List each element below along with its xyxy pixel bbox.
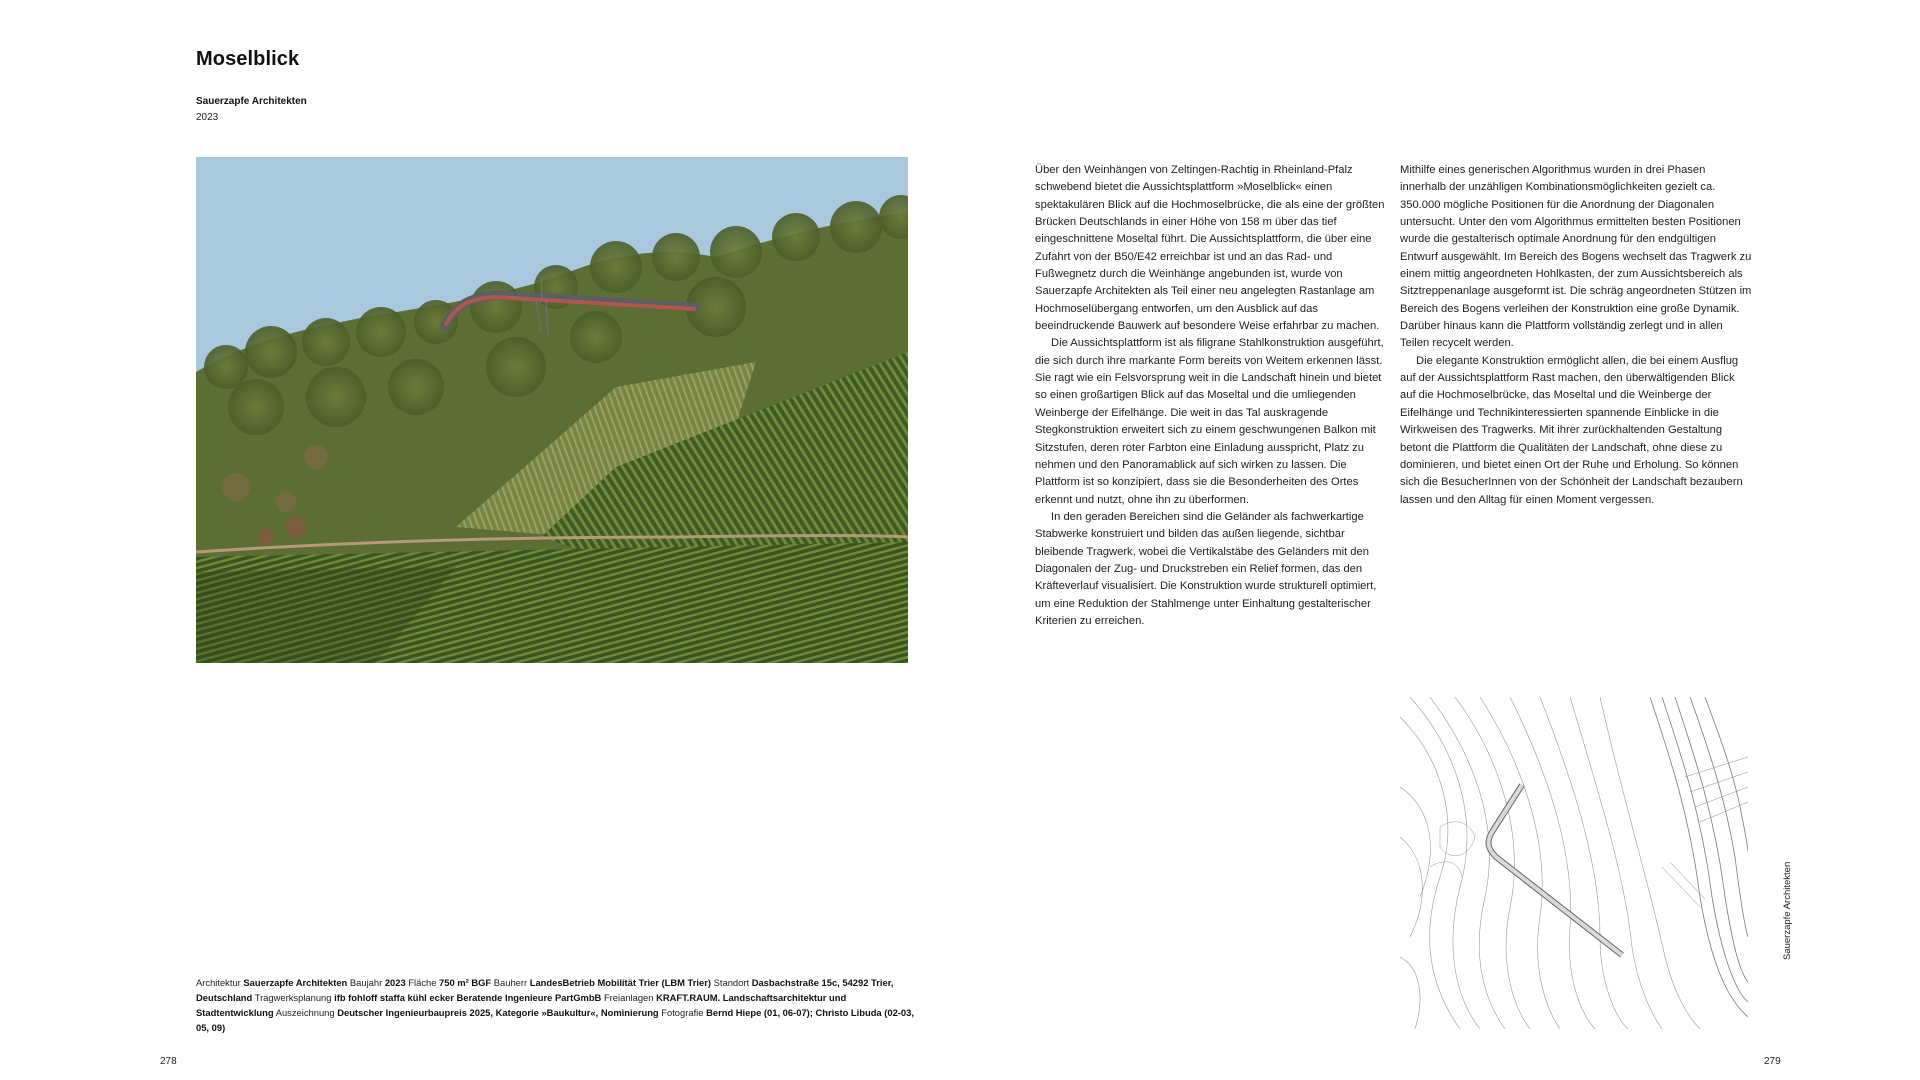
credit-value: 750 m² BGF [439,977,492,988]
credit-value: 2023 [384,977,406,988]
vineyard-photo [196,157,908,663]
credit-value: Bernd Hiepe (01, 06-07); Christo Libuda (02-03, 05, 09) [196,1007,914,1033]
credit-label: Tragwerksplanung [254,992,332,1003]
credit-value: Deutscher Ingenieurbaupreis 2025, Kategorie »Baukultur«, Nominierung [337,1007,659,1018]
credit-label: Freianlagen [603,992,654,1003]
page-number-left: 278 [160,1056,177,1067]
page-number-right: 279 [1764,1056,1781,1067]
body-column-right [1400,162,1752,509]
site-plan-drawing [1400,697,1748,1029]
paragraph: In den geraden Bereichen sind die Geländer als fachwerkartige Stabwerke konstruiert und bilden das außen liegende, sichtbar bleibende Tragwerk, wobei die Vertikalstäbe des Geländers mit den Diagonalen der Zug- und Druckstreben ein Relief formen, das den Kräfteverlauf visualisiert. Die Konstruktion wurde strukturell optimiert, um eine Reduktion der Stahlmenge unter Einhaltung gestalterischer Kriterien zu erreichen. [1035,510,1377,627]
body-column-left [1035,162,1387,630]
credit-label: Auszeichnung [275,1007,335,1018]
paragraph: Mithilfe eines generischen Algorithmus wurden in drei Phasen innerhalb der unzähligen Kombinationsmöglichkeiten gezielt ca. 350.000 mögliche Positionen für die Anordnung der Diagonalen untersucht. Unter den vom Algorithmus ermittelten besten Positionen wurde die gestalterisch optimale Anordnung für den endgültigen Entwurf ausgewählt. Im Bereich des Bogens wechselt das Tragwerk zu einem mittig angeordneten Hohlkasten, der zum Aussichtsbereich als Sitztreppenanlage ausgeformt ist. Die schräg angeordneten Stützen im Bereich des Bogens verleihen der Konstruktion eine große Dynamik. Darüber hinaus kann die Plattform vollständig zerlegt und in allen Teilen recycelt werden. [1400,164,1752,350]
credit-value: KRAFT.RAUM. Landschaftsarchitektur und Stadtentwicklung [196,992,847,1018]
credit-label: Bauherr [493,977,528,988]
credit-value: Dasbachstraße 15c, 54292 Trier, Deutschland [196,977,894,1003]
credit-label: Fläche [408,977,437,988]
page-title: Moselblick [196,48,300,70]
paragraph: Die Aussichtsplattform ist als filigrane Stahlkonstruktion ausgeführt, die sich durch ihre markante Form bereits von Weitem erkennen lässt. Sie ragt wie ein Felsvorsprung weit in die Landschaft hinein und bietet so einen großartigen Blick auf das Moseltal und die umliegenden Weinberge der Eifelhänge. Die weit in das Tal auskragende Stegkonstruktion erweitert sich zu einem geschwungenen Balkon mit Sitzstufen, deren roter Farbton eine Einladung ausspricht, Platz zu nehmen und den Panoramablick auf sich wirken zu lassen. Die Plattform ist so konzipiert, dass sie die Besonderheiten des Ortes erkennt und nutzt, ohne ihn zu überformen. [1035,337,1384,506]
project-year: 2023 [196,112,219,123]
credit-label: Fotografie [661,1007,704,1018]
credit-label: Standort [713,977,750,988]
plan-credit: Sauerzapfe Architekten [1782,861,1793,960]
paragraph: Die elegante Konstruktion ermöglicht allen, die bei einem Ausflug auf der Aussichtsplattform Rast machen, den überwältigenden Blick auf die Hochmoselbrücke, das Moseltal und die Weinberge der Eifelhänge und Technikinteressierten spannende Einblicke in die Wirkweisen des Tragwerks. Mit ihrer zurückhaltenden Gestaltung betont die Plattform die Qualitäten der Landschaft, ohne diese zu dominieren, und bietet einen Ort der Ruhe und Erholung. So können sich die BesucherInnen von der Schönheit der Landschaft bezaubern lassen und den Alltag für einen Moment vergessen. [1400,354,1743,506]
credit-value: Sauerzapfe Architekten [243,977,348,988]
credit-label: Baujahr [349,977,383,988]
credit-value: ifb fohloff staffa kühl ecker Beratende Ingenieure PartGmbB [334,992,602,1003]
paragraph: Über den Weinhängen von Zeltingen-Rachtig in Rheinland-Pfalz schwebend bietet die Aussichtsplattform »Moselblick« einen spektakulären Blick auf die Hochmoselbrücke, die als eine der größten Brücken Deutschlands in einer Höhe von 158 m über das tief eingeschnittene Moseltal führt. Die Aussichtsplattform, die über eine Zufahrt von der B50/E42 erreichbar ist und an das Rad- und Fußwegnetz durch die Weinhänge angebunden ist, wurde von Sauerzapfe Architekten als Teil einer neu angelegten Rastanlage am Hochmoselübergang entworfen, um den Ausblick auf das beeindruckende Bauwerk auf besondere Weise erfahrbar zu machen. [1035,164,1385,333]
architect-name: Sauerzapfe Architekten [196,96,307,107]
credit-label: Architektur [196,977,241,988]
project-credits [196,975,916,1035]
credit-value: LandesBetrieb Mobilität Trier (LBM Trier) [529,977,712,988]
